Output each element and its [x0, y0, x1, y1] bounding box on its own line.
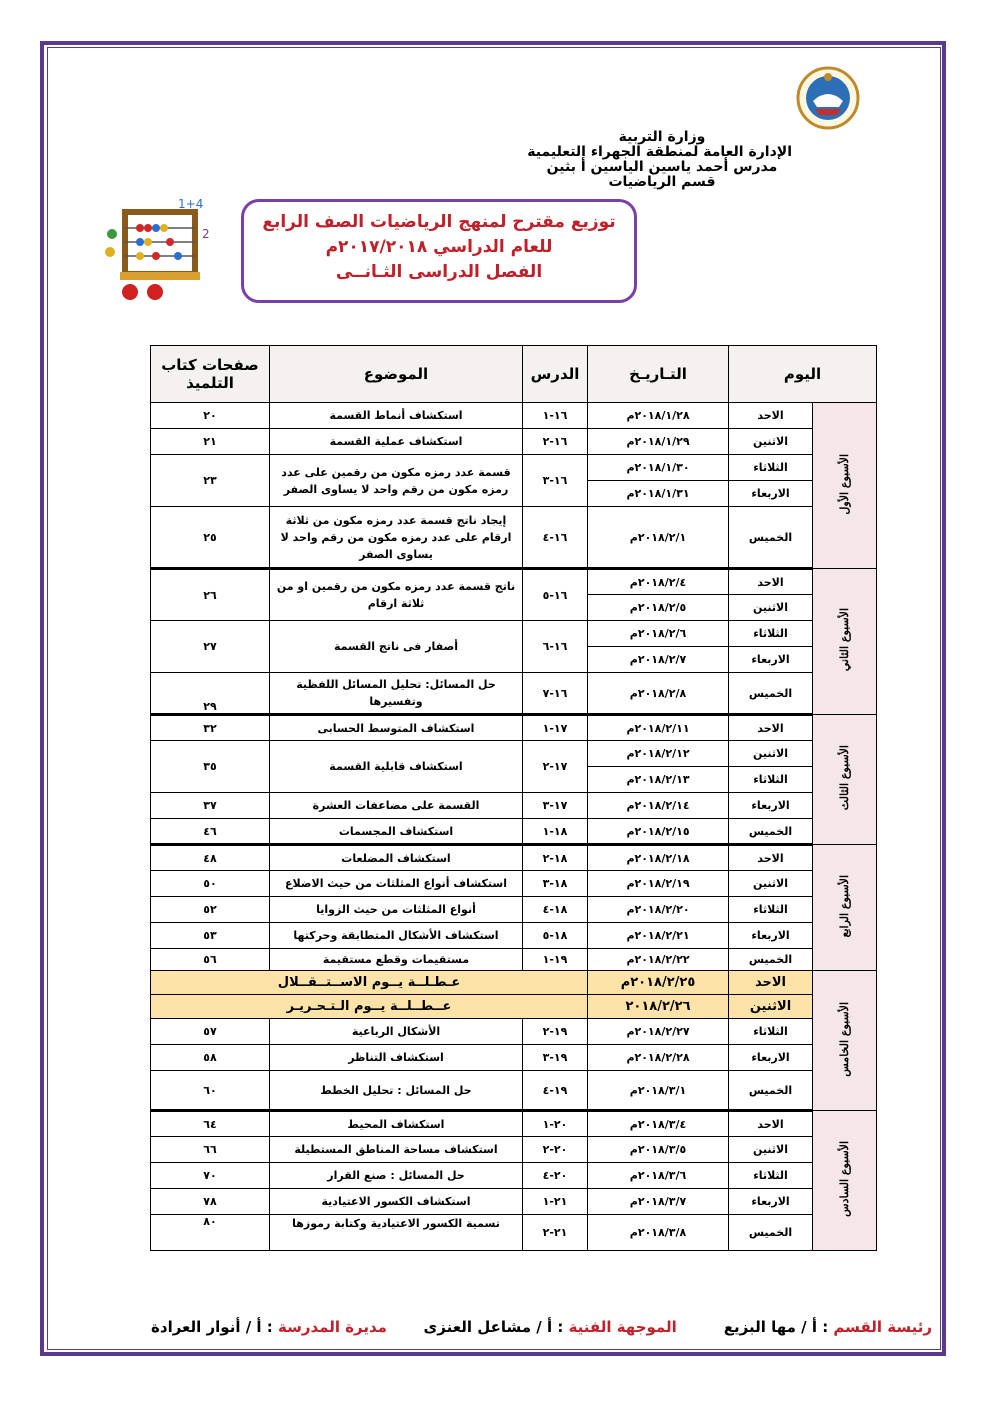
- topic-cell: استكشاف المجسمات: [270, 819, 523, 845]
- day-cell: الاثنين: [729, 741, 813, 767]
- ministry-header: [527, 129, 792, 190]
- title-line-3: الفصل الدراسى الثـانــى: [335, 262, 543, 282]
- day-cell: الاثنين: [729, 1137, 813, 1163]
- day-cell: الاثنين: [729, 595, 813, 621]
- topic-cell: استكشاف قابلية القسمة: [270, 741, 523, 793]
- pages-cell: ٥٠: [151, 871, 270, 897]
- signature-footer: [90, 1318, 932, 1336]
- lesson-cell: ٢١-٢: [523, 1215, 588, 1251]
- date-cell: ٢٠١٨/١/٢٨م: [588, 403, 729, 429]
- date-cell: ٢٠١٨/٢/١٥م: [588, 819, 729, 845]
- date-cell: ٢٠١٨/٣/٥م: [588, 1137, 729, 1163]
- lesson-cell: ١٦-٦: [523, 621, 588, 673]
- pages-cell: ٦٦: [151, 1137, 270, 1163]
- date-cell: ٢٠١٨/٢/٤م: [588, 569, 729, 595]
- day-cell: الثلاثاء: [729, 767, 813, 793]
- topic-cell: حل المسائل : تحليل الخطط: [270, 1071, 523, 1111]
- lesson-cell: ١٨-٤: [523, 897, 588, 923]
- date-cell: ٢٠١٨/٢/٢٠م: [588, 897, 729, 923]
- pages-cell: ٢٦: [151, 569, 270, 621]
- topic-cell: إيجاد ناتج قسمة عدد رمزه مكون من ثلاثة ارقام على عدد رمزه مكون من رقم واحد لا يساوى الصفر: [270, 507, 523, 569]
- pages-cell: ٢٧: [151, 621, 270, 673]
- lesson-cell: ١٩-٤: [523, 1071, 588, 1111]
- topic-cell: استكشاف التناظر: [270, 1045, 523, 1071]
- pages-cell: ٢٣: [151, 455, 270, 507]
- topic-cell: استكشاف المتوسط الحسابى: [270, 715, 523, 741]
- day-cell: الخميس: [729, 949, 813, 971]
- head-label: رئيسة القسم: [833, 1318, 932, 1336]
- topic-cell: حل المسائل : صنع القرار: [270, 1163, 523, 1189]
- date-cell: ٢٠١٨/٢/١٣م: [588, 767, 729, 793]
- schedule-table: [150, 345, 877, 1251]
- pages-cell: ٢٥: [151, 507, 270, 569]
- pages-cell: ٨٠: [151, 1215, 270, 1251]
- date-cell: ٢٠١٨/٣/٧م: [588, 1189, 729, 1215]
- day-cell: الاثنين: [729, 995, 813, 1019]
- date-cell: ٢٠١٨/٣/٦م: [588, 1163, 729, 1189]
- day-cell: الاربعاء: [729, 647, 813, 673]
- day-cell: الاربعاء: [729, 1045, 813, 1071]
- day-cell: الاربعاء: [729, 923, 813, 949]
- lesson-cell: ١٦-٣: [523, 455, 588, 507]
- lesson-cell: ١٦-٥: [523, 569, 588, 621]
- lesson-cell: ٢٠-٢: [523, 1137, 588, 1163]
- week-label: الأسبوع الأول: [813, 403, 877, 569]
- topic-cell: استكشاف أنواع المثلثات من حيث الاضلاع: [270, 871, 523, 897]
- day-cell: الخميس: [729, 1215, 813, 1251]
- lesson-cell: ٢٠-١: [523, 1111, 588, 1137]
- header-pages: صفحات كتاب التلميذ: [151, 346, 270, 403]
- principal-name: : أ / أنوار العرادة: [151, 1318, 273, 1336]
- day-cell: الخميس: [729, 1071, 813, 1111]
- lesson-cell: ٢١-١: [523, 1189, 588, 1215]
- pages-cell: ٥٦: [151, 949, 270, 971]
- topic-cell: استكشاف أنماط القسمة: [270, 403, 523, 429]
- topic-cell: القسمة على مضاعفات العشرة: [270, 793, 523, 819]
- topic-cell: استكشاف الأشكال المتطابقة وحركتها: [270, 923, 523, 949]
- date-cell: ٢٠١٨/٣/١م: [588, 1071, 729, 1111]
- week-label: الأسبوع الرابع: [813, 845, 877, 971]
- lesson-cell: ٢٠-٤: [523, 1163, 588, 1189]
- abacus-clipart-icon: [100, 194, 230, 304]
- title-box: [241, 199, 637, 303]
- date-cell: ٢٠١٨/٣/٨م: [588, 1215, 729, 1251]
- day-cell: الخميس: [729, 673, 813, 715]
- date-cell: ٢٠١٨/٢/٢٧م: [588, 1019, 729, 1045]
- day-cell: الاربعاء: [729, 481, 813, 507]
- day-cell: الاحد: [729, 971, 813, 995]
- holiday-cell: عـطـلــة يــوم الاســتــقــلال: [151, 971, 588, 995]
- header-line-teacher: مدرس أحمد ياسين الياسين أ بثين: [546, 159, 778, 175]
- date-cell: ٢٠١٨/٢/١١م: [588, 715, 729, 741]
- date-cell: ٢٠١٨/٢/٦م: [588, 621, 729, 647]
- lesson-cell: ١٦-١: [523, 403, 588, 429]
- date-cell: ٢٠١٨/٢/٥م: [588, 595, 729, 621]
- header-date: التـاريـخ: [588, 346, 729, 403]
- date-cell: ٢٠١٨/٢/٧م: [588, 647, 729, 673]
- date-cell: ٢٠١٨/٢/١م: [588, 507, 729, 569]
- lesson-cell: ١٨-٣: [523, 871, 588, 897]
- topic-cell: أصفار فى ناتج القسمة: [270, 621, 523, 673]
- header-topic: الموضوع: [270, 346, 523, 403]
- date-cell: ٢٠١٨/٢/١٢م: [588, 741, 729, 767]
- pages-cell: ٥٨: [151, 1045, 270, 1071]
- date-cell: ٢٠١٨/٢/١٩م: [588, 871, 729, 897]
- pages-cell: ٧٠: [151, 1163, 270, 1189]
- pages-cell: ٣٥: [151, 741, 270, 793]
- topic-cell: أنواع المثلثات من حيث الزوايا: [270, 897, 523, 923]
- lesson-cell: ١٩-٣: [523, 1045, 588, 1071]
- pages-cell: ٣٧: [151, 793, 270, 819]
- day-cell: الاحد: [729, 845, 813, 871]
- pages-cell: ٥٧: [151, 1019, 270, 1045]
- svg-text:2: 2: [202, 227, 210, 241]
- lesson-cell: ١٨-٥: [523, 923, 588, 949]
- topic-cell: استكشاف عملية القسمة: [270, 429, 523, 455]
- date-cell: ٢٠١٨/٢/١٨م: [588, 845, 729, 871]
- date-cell: ٢٠١٨/١/٣١م: [588, 481, 729, 507]
- lesson-cell: ١٦-٤: [523, 507, 588, 569]
- day-cell: الاربعاء: [729, 793, 813, 819]
- day-cell: الاحد: [729, 569, 813, 595]
- lesson-cell: ١٨-٢: [523, 845, 588, 871]
- date-cell: ٢٠١٨/٣/٤م: [588, 1111, 729, 1137]
- header-lesson: الدرس: [523, 346, 588, 403]
- principal-label: مديرة المدرسة: [278, 1318, 387, 1336]
- date-cell: ٢٠١٨/٢/٢٦: [588, 995, 729, 1019]
- pages-cell: ٤٦: [151, 819, 270, 845]
- pages-cell: ٣٢: [151, 715, 270, 741]
- pages-cell: ٥٢: [151, 897, 270, 923]
- lesson-cell: ١٧-٢: [523, 741, 588, 793]
- lesson-cell: ١٧-١: [523, 715, 588, 741]
- date-cell: ٢٠١٨/١/٣٠م: [588, 455, 729, 481]
- pages-cell: ٦٠: [151, 1071, 270, 1111]
- header-line-department: قسم الرياضيات: [608, 174, 716, 190]
- topic-cell: استكشاف المحيط: [270, 1111, 523, 1137]
- pages-cell: ٥٣: [151, 923, 270, 949]
- week-label: الأسبوع السادس: [813, 1111, 877, 1251]
- week-label: الأسبوع الثالث: [813, 715, 877, 845]
- supervisor-name: : أ / مشاعل العنزى: [423, 1318, 564, 1336]
- topic-cell: تسمية الكسور الاعتيادية وكتابة رموزها: [270, 1215, 523, 1251]
- title-line-1: توزيع مقترح لمنهج الرياضيات الصف الرابع: [262, 212, 616, 232]
- day-cell: الخميس: [729, 507, 813, 569]
- day-cell: الاحد: [729, 715, 813, 741]
- day-cell: الخميس: [729, 819, 813, 845]
- title-line-2: للعام الدراسي ٢٠١٧/٢٠١٨م: [325, 237, 553, 257]
- pages-cell: ٢١: [151, 429, 270, 455]
- topic-cell: استكشاف مساحة المناطق المستطيلة: [270, 1137, 523, 1163]
- supervisor-label: الموجهة الفنية: [568, 1318, 677, 1336]
- topic-cell: حل المسائل: تحليل المسائل اللفظية وتفسيرها: [270, 673, 523, 715]
- day-cell: الثلاثاء: [729, 1019, 813, 1045]
- header-day: اليوم: [729, 346, 877, 403]
- week-label: الأسبوع الثاني: [813, 569, 877, 715]
- day-cell: الاثنين: [729, 429, 813, 455]
- date-cell: ٢٠١٨/٢/٢١م: [588, 923, 729, 949]
- topic-cell: ناتج قسمة عدد رمزه مكون من رقمين او من ثلاثة ارقام: [270, 569, 523, 621]
- topic-cell: استكشاف الكسور الاعتيادية: [270, 1189, 523, 1215]
- day-cell: الثلاثاء: [729, 455, 813, 481]
- lesson-cell: ١٦-٧: [523, 673, 588, 715]
- topic-cell: قسمة عدد رمزه مكون من رقمين على عدد رمزه مكون من رقم واحد لا يساوى الصفر: [270, 455, 523, 507]
- head-name: : أ / مها البزيع: [723, 1318, 829, 1336]
- pages-cell: ٤٨: [151, 845, 270, 871]
- header-line-directorate: الإدارة العامة لمنطقة الجهراء التعليمية: [527, 144, 792, 160]
- pages-cell: ٧٨: [151, 1189, 270, 1215]
- pages-cell: ٦٤: [151, 1111, 270, 1137]
- date-cell: ٢٠١٨/١/٢٩م: [588, 429, 729, 455]
- day-cell: الثلاثاء: [729, 1163, 813, 1189]
- lesson-cell: ١٧-٣: [523, 793, 588, 819]
- date-cell: ٢٠١٨/٢/٢٢م: [588, 949, 729, 971]
- day-cell: الاربعاء: [729, 1189, 813, 1215]
- day-cell: الاحد: [729, 403, 813, 429]
- svg-text:1+4: 1+4: [178, 197, 204, 211]
- lesson-cell: ١٩-٢: [523, 1019, 588, 1045]
- day-cell: الاحد: [729, 1111, 813, 1137]
- lesson-cell: ١٦-٢: [523, 429, 588, 455]
- date-cell: ٢٠١٨/٢/٢٥م: [588, 971, 729, 995]
- holiday-cell: عــطــلــة يــوم الـتـحـريـر: [151, 995, 588, 1019]
- date-cell: ٢٠١٨/٢/٨م: [588, 673, 729, 715]
- ministry-emblem-icon: [795, 65, 861, 131]
- pages-cell: ٢٩: [151, 673, 270, 715]
- pages-cell: ٢٠: [151, 403, 270, 429]
- topic-cell: الأشكال الرباعية: [270, 1019, 523, 1045]
- header-line-ministry: وزارة التربية: [618, 129, 706, 145]
- topic-cell: مستقيمات وقطع مستقيمة: [270, 949, 523, 971]
- lesson-cell: ١٨-١: [523, 819, 588, 845]
- lesson-cell: ١٩-١: [523, 949, 588, 971]
- date-cell: ٢٠١٨/٢/١٤م: [588, 793, 729, 819]
- day-cell: الاثنين: [729, 871, 813, 897]
- date-cell: ٢٠١٨/٢/٢٨م: [588, 1045, 729, 1071]
- week-label: الأسبوع الخامس: [813, 971, 877, 1111]
- day-cell: الثلاثاء: [729, 897, 813, 923]
- day-cell: الثلاثاء: [729, 621, 813, 647]
- topic-cell: استكشاف المضلعات: [270, 845, 523, 871]
